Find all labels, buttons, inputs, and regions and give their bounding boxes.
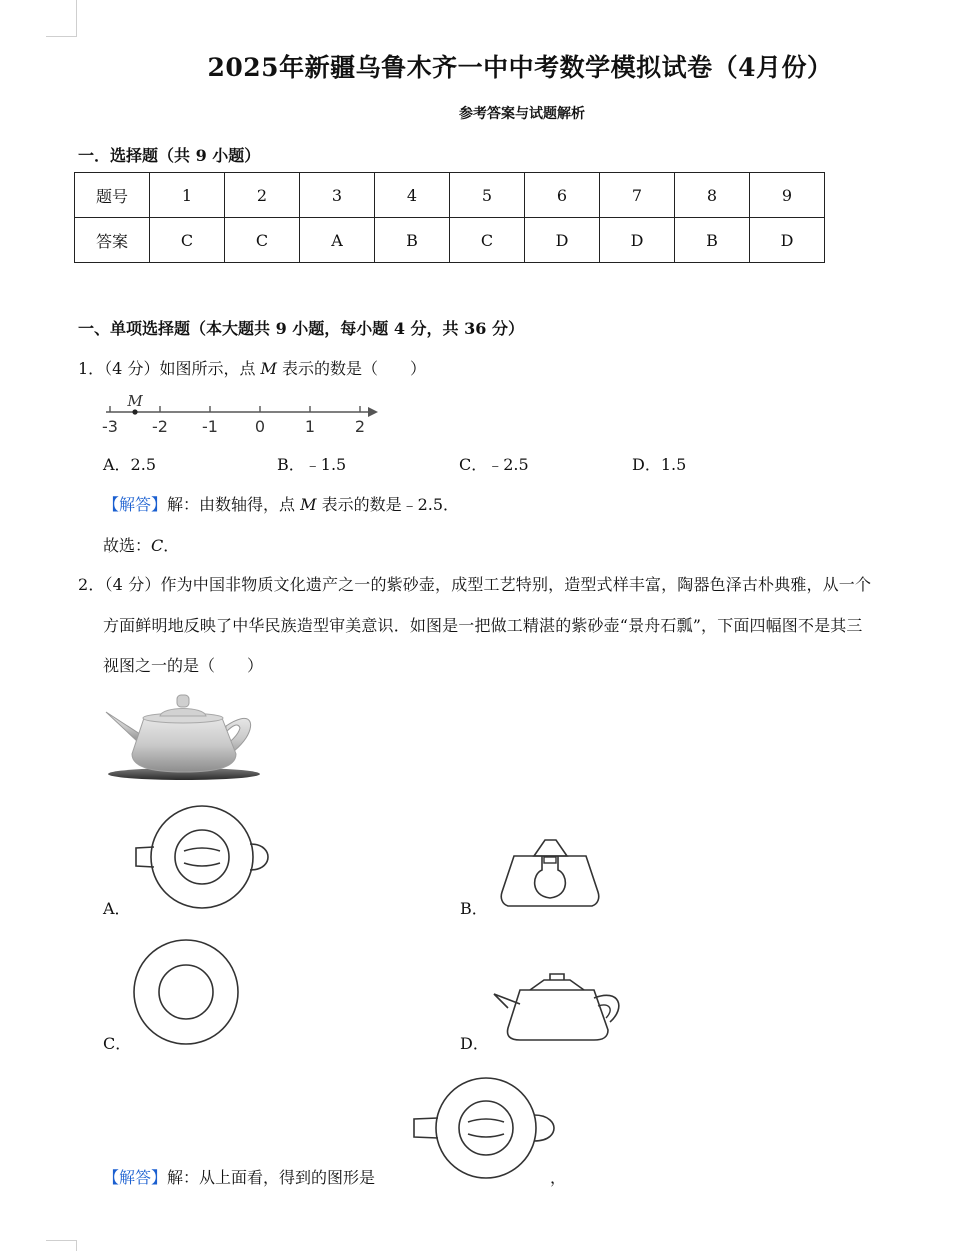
q1-choice-text: 故选： [103, 536, 152, 555]
answer-cell: A [300, 218, 375, 263]
q2-option-a-label: A． [103, 899, 131, 918]
answer-cell: C [225, 218, 300, 263]
number-line-ticks [102, 406, 365, 436]
answer-label: 【解答】 [103, 495, 168, 514]
number-line-tick-label: 1 [304, 417, 316, 436]
q1-stem [78, 356, 426, 379]
q2-option-c-view [126, 932, 246, 1052]
number-line-tick-label: -2 [152, 417, 168, 436]
q1-option-b: B．﹣1.5 [277, 455, 347, 474]
q2-stem-line1: 2．（4 分）作为中国非物质文化遗产之一的紫砂壶，成型工艺特别，造型式样丰富，陶器色泽古朴典雅，从一个 [78, 575, 872, 594]
q2-option-d-front-view [490, 968, 630, 1048]
answer-cell: D [600, 218, 675, 263]
answer-cell: B [375, 218, 450, 263]
question-number: 1 [150, 173, 225, 218]
q2-option-a-top-view [130, 800, 270, 915]
q2-answer [103, 1165, 375, 1188]
teapot-photo [100, 690, 260, 780]
q1-stem-text-end: 表示的数是（ ） [276, 359, 427, 378]
question-number: 3 [300, 173, 375, 218]
question-number: 2 [225, 173, 300, 218]
answer-table [74, 172, 825, 263]
answer-table-header-q: 题号 [75, 173, 150, 218]
number-line-tick-label: -1 [202, 417, 218, 436]
q2-option-b-side-view [490, 836, 610, 916]
number-line-arrow [368, 407, 378, 417]
question-number: 4 [375, 173, 450, 218]
number-line-point-m [132, 409, 137, 414]
q2-stem-line2: 方面鲜明地反映了中华民族造型审美意识．如图是一把做工精湛的紫砂壶“景舟石瓢”，下面四幅图不是其三 [103, 616, 863, 635]
q1-stem-text: 1．（4 分）如图所示，点 [78, 359, 261, 378]
answer-cell: C [150, 218, 225, 263]
section-heading-choice: 一．选择题（共 9 小题） [78, 146, 261, 165]
question-number: 5 [450, 173, 525, 218]
q1-answer-text: 解：由数轴得，点 [167, 495, 301, 514]
answer-cell: D [525, 218, 600, 263]
answer-cell: D [750, 218, 825, 263]
q1-option-a: A．2.5 [103, 455, 157, 474]
q1-option-d: D．1.5 [632, 455, 687, 474]
q2-option-d-label: D． [460, 1034, 489, 1053]
q1-choice [103, 533, 179, 556]
answer-cell: C [450, 218, 525, 263]
section-heading-single-choice: 一、单项选择题（本大题共 9 小题，每小题 4 分，共 36 分） [78, 319, 524, 338]
q1-answer-var: M [300, 495, 317, 514]
q2-stem-line3: 视图之一的是（ ） [103, 656, 264, 675]
q2-answer-tail: ， [550, 1168, 567, 1187]
q1-choice-end: ． [163, 536, 180, 555]
answer-table-header-a: 答案 [75, 218, 150, 263]
crop-mark-top-left [46, 0, 77, 37]
page-title: 2025年新疆乌鲁木齐一中中考数学模拟试卷（4月份） [207, 53, 833, 82]
page-subtitle: 参考答案与试题解析 [459, 106, 585, 122]
number-line-tick-label: -3 [102, 417, 118, 436]
q1-stem-var: M [260, 359, 277, 378]
crop-mark-bottom-left [46, 1240, 77, 1251]
q1-answer [103, 492, 459, 515]
answer-cell: B [675, 218, 750, 263]
answer-label: 【解答】 [103, 1168, 168, 1187]
question-number: 8 [675, 173, 750, 218]
q2-answer-top-view [408, 1072, 558, 1187]
q1-choice-var: C [151, 536, 164, 555]
q2-option-b-label: B． [460, 899, 488, 918]
q1-answer-text-end: 表示的数是﹣2.5． [316, 495, 460, 514]
number-line-tick-label: 2 [354, 417, 366, 436]
q1-option-c: C．﹣2.5 [459, 455, 529, 474]
number-line-figure [98, 390, 388, 440]
number-line-point-label: M [127, 392, 143, 410]
answer-table-row-numbers [75, 173, 825, 218]
answer-table-row-answers [75, 218, 825, 263]
question-number: 7 [600, 173, 675, 218]
number-line-tick-label: 0 [254, 417, 266, 436]
q2-option-c-label: C． [103, 1034, 132, 1053]
question-number: 6 [525, 173, 600, 218]
question-number: 9 [750, 173, 825, 218]
q2-answer-text: 解：从上面看，得到的图形是 [167, 1168, 376, 1187]
